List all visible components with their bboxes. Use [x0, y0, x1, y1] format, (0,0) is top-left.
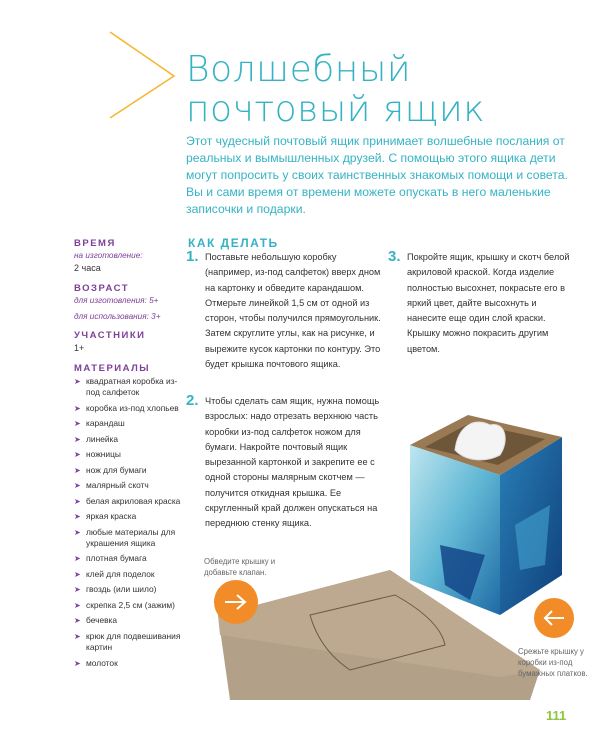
list-item: ➤ белая акриловая краска: [74, 495, 181, 506]
title-line-2: почтовый ящик: [186, 89, 486, 130]
arrow-bullet-icon: ➤: [74, 658, 81, 668]
caption-left: Обведите крышку и добавьте клапан.: [204, 557, 276, 577]
arrow-bullet-icon: ➤: [74, 419, 81, 429]
list-item: ➤ нож для бумаги: [74, 464, 147, 475]
title-line-1: Волшебный: [186, 49, 412, 90]
arrow-bullet-icon: ➤: [74, 450, 81, 460]
step-1-number: 1.: [186, 248, 199, 265]
page-title: [186, 50, 485, 130]
list-item: ➤ линейка: [74, 433, 119, 444]
arrow-bullet-icon: ➤: [74, 512, 81, 522]
time-sub: на изготовление:: [74, 251, 143, 260]
arrow-bullet-icon: ➤: [74, 585, 81, 595]
step-3-number: 3.: [388, 248, 401, 265]
list-item: ➤ коробка из-под хлопьев: [74, 402, 179, 413]
arrow-left-icon: [534, 598, 574, 638]
arrow-bullet-icon: ➤: [74, 569, 81, 579]
time-value: 2 часа: [74, 263, 101, 273]
materials-heading: МАТЕРИАЛЫ: [74, 363, 151, 374]
arrow-right-icon: [214, 580, 258, 624]
list-item: ➤ молоток: [74, 657, 118, 668]
step-1-text: Поставьте небольшую коробку (например, из-под салфеток) вверх дном на картонку и обведите карандашом. Отмерьте линейкой 1,5 см от одной из сторон, чтобы получился прямоугольник. Затем скруглите углы, как на рисунке, и вырежите кусок картонки по контуру. Это будет крышка почтового ящика.: [205, 252, 381, 370]
age-using: для использования: 3+: [74, 312, 161, 321]
chevron-icon: [108, 30, 178, 120]
participants-heading: УЧАСТНИКИ: [74, 330, 146, 341]
materials-list: [74, 376, 184, 669]
arrow-bullet-icon: ➤: [74, 631, 81, 641]
arrow-bullet-icon: ➤: [74, 465, 81, 475]
arrow-bullet-icon: ➤: [74, 481, 81, 491]
age-making: для изготовления: 5+: [74, 296, 159, 305]
age-heading: ВОЗРАСТ: [74, 283, 130, 294]
caption-right: Срежьте крышку у коробки из-под бумажных платков.: [518, 647, 588, 678]
list-item: ➤ карандаш: [74, 418, 125, 429]
participants-value: 1+: [74, 343, 85, 353]
arrow-bullet-icon: ➤: [74, 403, 81, 413]
list-item: ➤ клей для поделок: [74, 568, 155, 579]
sidebar: [74, 238, 184, 673]
step-2-text: Чтобы сделать сам ящик, нужна помощь взрослых: надо отрезать верхнюю часть коробки из-под салфеток ножом для бумаги. Накройте почтовый ящик вырезанной картонкой и закрепите ее с одной стороны малярным скотчем — получится откидная крышка. Ее скругленный край должен опускаться на переднюю стенку ящика.: [205, 396, 380, 529]
step-3-text: Покройте ящик, крышку и скотч белой акриловой краской. Когда изделие полностью высохнет, покрасьте его в яркий цвет, дайте высохнуть и нанесите еще один слой краски. Крышку можно покрасить другим цветом.: [407, 252, 570, 354]
list-item: ➤ бечевка: [74, 615, 118, 626]
list-item: ➤ гвоздь (или шило): [74, 584, 157, 595]
arrow-bullet-icon: ➤: [74, 527, 81, 537]
list-item: ➤ плотная бумага: [74, 553, 147, 564]
list-item: ➤ ножницы: [74, 449, 121, 460]
step-2-number: 2.: [186, 392, 199, 409]
arrow-bullet-icon: ➤: [74, 616, 81, 626]
time-heading: ВРЕМЯ: [74, 238, 116, 249]
list-item: ➤ скрепка 2,5 см (зажим): [74, 599, 175, 610]
list-item: ➤ крюк для подвешивания картин: [74, 630, 181, 653]
page-number: 111: [546, 708, 567, 723]
list-item: ➤ квадратная коробка из-под салфеток: [74, 376, 178, 398]
arrow-bullet-icon: ➤: [74, 554, 81, 564]
list-item: ➤ любые материалы для украшения ящика: [74, 526, 176, 548]
intro-paragraph: Этот чудесный почтовый ящик принимает волшебные послания от реальных и вымышленных друзей. С помощью этого ящика дети могут попросить у своих таинственных знакомых помощи и совета. Вы и сами время от времени можете опускать в него маленькие записочки и подарки.: [186, 134, 568, 216]
arrow-bullet-icon: ➤: [74, 600, 81, 610]
arrow-bullet-icon: ➤: [74, 377, 81, 386]
arrow-bullet-icon: ➤: [74, 434, 81, 444]
arrow-bullet-icon: ➤: [74, 496, 81, 506]
list-item: ➤ яркая краска: [74, 511, 137, 522]
howto-heading: КАК ДЕЛАТЬ: [188, 236, 279, 250]
list-item: ➤ малярный скотч: [74, 480, 149, 491]
